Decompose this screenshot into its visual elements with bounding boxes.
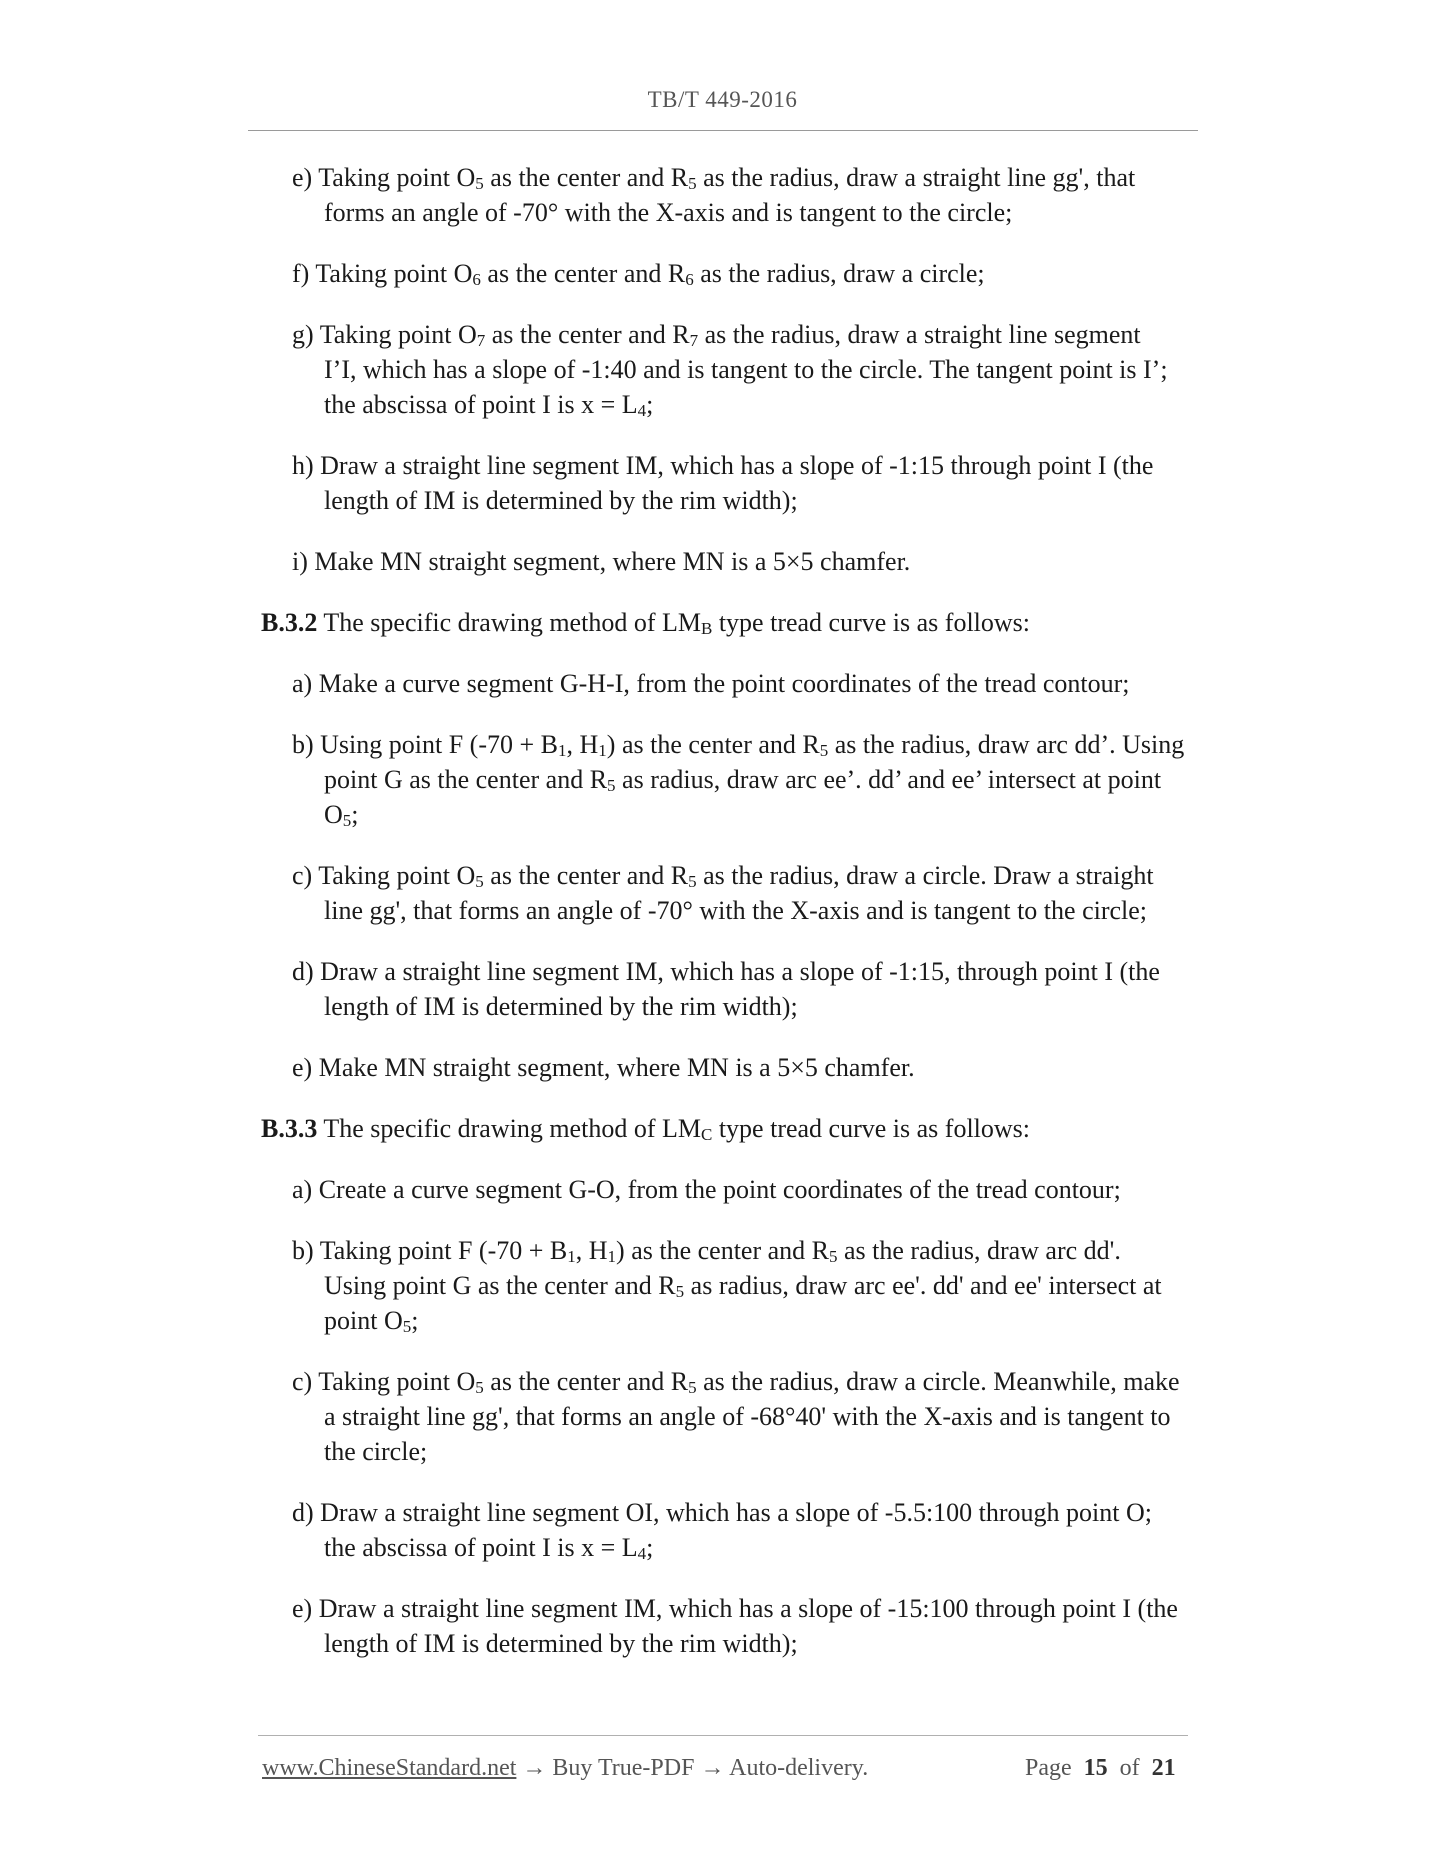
text-line: d) Draw a straight line segment IM, which has a slope of -1:15, through point I (the xyxy=(292,957,1160,986)
footer-promo-text: → Buy True-PDF → Auto-delivery. xyxy=(516,1755,869,1781)
text-line: c) Taking point $O_5$ as the center and $R_5$ as the radius, draw a circle. Meanwhile, make xyxy=(292,1367,1180,1397)
list-item-d-lmc xyxy=(292,1495,1188,1565)
page-number: 15 xyxy=(1083,1755,1108,1781)
text-line: length of IM is determined by the rim width); xyxy=(324,992,798,1021)
page-total: 21 xyxy=(1151,1755,1176,1781)
header-title: TB/T 449-2016 xyxy=(647,87,798,112)
text-line: f) Taking point $O_6$ as the center and $R_6$ as the radius, draw a circle; xyxy=(292,259,985,289)
text-line: e) Draw a straight line segment IM, which has a slope of -15:100 through point I (the xyxy=(292,1594,1178,1623)
text-line: Using point G as the center and $R_5$ as radius, draw arc ee'. dd' and ee' intersect at xyxy=(324,1271,1162,1301)
text-line: a) Make a curve segment G-H-I, from the point coordinates of the tread contour; xyxy=(292,669,1130,698)
list-item-e-lmb xyxy=(292,1050,1188,1085)
website-link[interactable]: www.ChineseStandard.net xyxy=(262,1755,517,1781)
text-line: the abscissa of point I is $x = L_4$; xyxy=(324,390,654,420)
text-line: e) Taking point $O_5$ as the center and $R_5$ as the radius, draw a straight line gg', that xyxy=(292,163,1136,193)
text-line: I’I, which has a slope of -1:40 and is tangent to the circle. The tangent point is I’; xyxy=(324,355,1168,384)
text-line: line gg', that forms an angle of -70° with the X-axis and is tangent to the circle; xyxy=(324,896,1148,925)
text-line: a) Create a curve segment G-O, from the point coordinates of the tread contour; xyxy=(292,1175,1121,1204)
list-item-c-lmb xyxy=(292,858,1188,928)
text-line: forms an angle of -70° with the X-axis and is tangent to the circle; xyxy=(324,198,1013,227)
text-line: the circle; xyxy=(324,1437,428,1466)
footer-divider xyxy=(258,1735,1188,1736)
text-line: the abscissa of point I is $x = L_4$; xyxy=(324,1533,654,1563)
list-item-e-step5 xyxy=(292,160,1188,230)
text-line: $O_5$; xyxy=(324,800,359,830)
text-line: length of IM is determined by the rim width); xyxy=(324,486,798,515)
header-divider xyxy=(248,130,1198,131)
section-number: B.3.3 xyxy=(261,1114,318,1143)
list-item-e-lmc xyxy=(292,1591,1188,1661)
section-number: B.3.2 xyxy=(261,608,318,637)
list-item-c-lmc xyxy=(292,1364,1188,1469)
text-line: i) Make MN straight segment, where MN is a 5×5 chamfer. xyxy=(292,547,911,576)
text-line: c) Taking point $O_5$ as the center and $R_5$ as the radius, draw a circle. Draw a straight xyxy=(292,861,1154,891)
list-item-a-lmb xyxy=(292,666,1188,701)
list-item-a-lmc xyxy=(292,1172,1188,1207)
text-line: length of IM is determined by the rim width); xyxy=(324,1629,798,1658)
text-line: b) Taking point F ($-70 + B_1$, $H_1$) as the center and $R_5$ as the radius, draw arc dd'. xyxy=(292,1236,1121,1266)
list-item-i xyxy=(292,544,1188,579)
list-item-f-step6 xyxy=(292,256,1188,291)
text-line: g) Taking point $O_7$ as the center and $R_7$ as the radius, draw a straight line segment xyxy=(292,320,1141,350)
text-line: point G as the center and $R_5$ as radius, draw arc ee’. dd’ and ee’ intersect at point xyxy=(324,765,1162,795)
section-b-3-2: B.3.2 The specific drawing method of $LM_B$ type tread curve is as follows: xyxy=(261,608,1031,638)
text-line: e) Make MN straight segment, where MN is a 5×5 chamfer. xyxy=(292,1053,915,1082)
text-line: b) Using point F ($-70 + B_1$, $H_1$) as the center and $R_5$ as the radius, draw arc dd’. Using xyxy=(292,730,1185,760)
list-item-b-lmc xyxy=(292,1233,1188,1338)
list-item-h xyxy=(292,448,1188,518)
footer-promo xyxy=(262,1755,868,1782)
list-item-d-lmb xyxy=(292,954,1188,1024)
list-item-b-lmb xyxy=(292,727,1188,832)
text-line: d) Draw a straight line segment OI, which has a slope of -5.5:100 through point O; xyxy=(292,1498,1152,1527)
section-b-3-3: B.3.3 The specific drawing method of $LM_C$ type tread curve is as follows: xyxy=(261,1114,1031,1144)
list-item-g-step7 xyxy=(292,317,1188,422)
text-line: point $O_5$; xyxy=(324,1306,419,1336)
text-line: a straight line gg', that forms an angle of -68°40' with the X-axis and is tangent to xyxy=(324,1402,1171,1431)
text-line: h) Draw a straight line segment IM, which has a slope of -1:15 through point I (the xyxy=(292,451,1154,480)
page-indicator: Page 15 of 21 xyxy=(1025,1755,1176,1781)
